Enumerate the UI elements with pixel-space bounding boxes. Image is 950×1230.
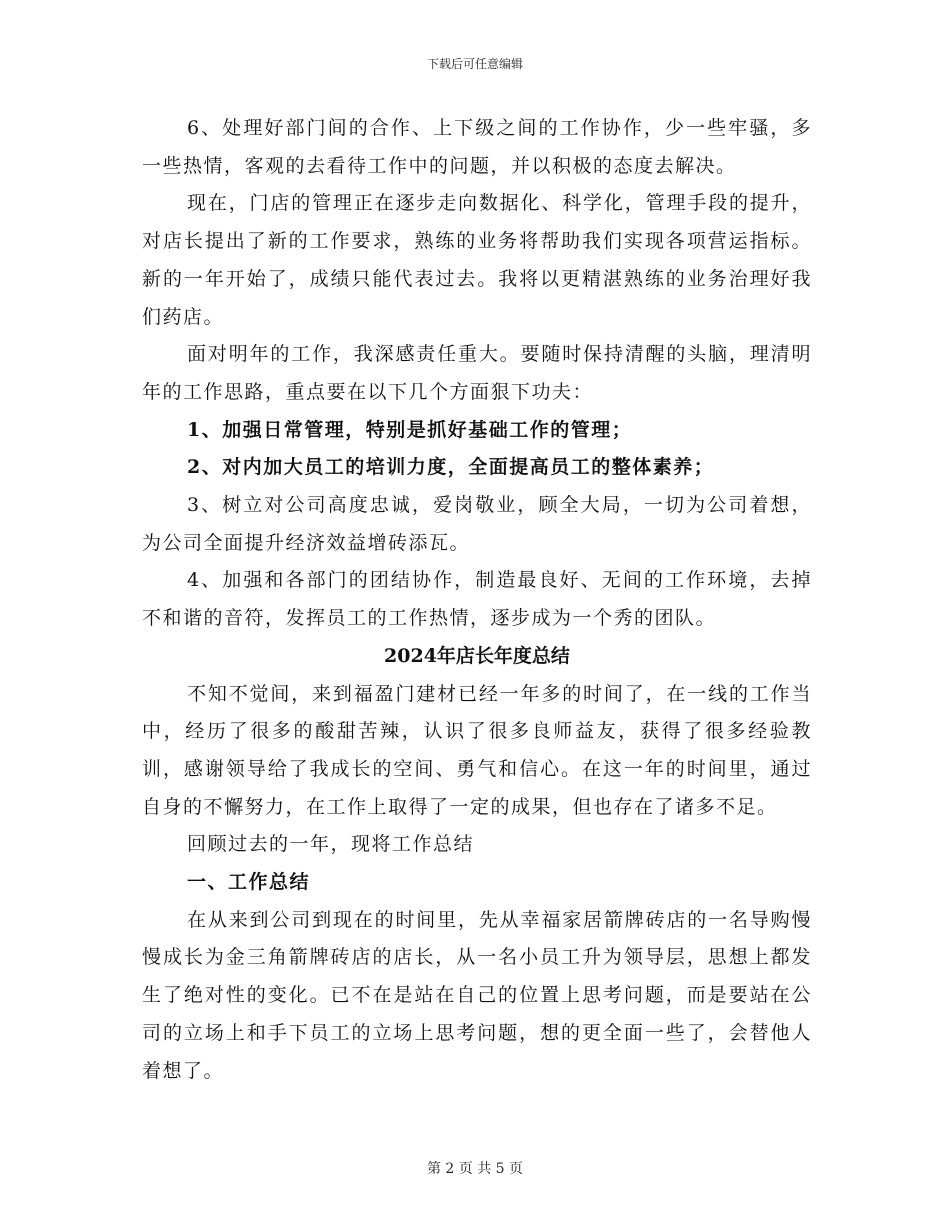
subheading-work-summary: 一、工作总结 xyxy=(187,871,311,894)
paragraph-management: 现在，门店的管理正在逐步走向数据化、科学化，管理手段的提升，对店长提出了新的工作要求，熟练的业务将帮助我们实现各项营运指标。新的一年开始了，成绩只能代表过去。我将以更精湛熟练的业务治理好我们药店。 xyxy=(142,192,812,328)
paragraph-review: 回顾过去的一年，现将工作总结 xyxy=(187,833,475,856)
paragraph-intro: 不知不觉间，来到福盈门建材已经一年多的时间了，在一线的工作当中，经历了很多的酸甜苦辣，认识了很多良师益友，获得了很多经验教训，感谢领导给了我成长的空间、勇气和信心。在这一年的时间里，通过自身的不懈努力，在工作上取得了一定的成果，但也存在了诸多不足。 xyxy=(142,682,812,818)
list-item-4: 4、加强和各部门的团结协作，制造最良好、无间的工作环境，去掉不和谐的音符，发挥员工的工作热情，逐步成为一个秀的团队。 xyxy=(142,569,812,630)
document-body xyxy=(142,110,812,1090)
paragraph-next-year: 面对明年的工作，我深感责任重大。要随时保持清醒的头脑，理清明年的工作思路，重点要在以下几个方面狠下功夫： xyxy=(142,343,812,403)
page-header: 下载后可任意编辑 xyxy=(426,57,523,71)
paragraph-item-6: 6、处理好部门间的合作、上下级之间的工作协作，少一些牢骚，多一些热情，客观的去看待工作中的问题，并以积极的态度去解决。 xyxy=(142,117,812,177)
list-item-1: 1、加强日常管理，特别是抓好基础工作的管理； xyxy=(187,418,633,441)
page-footer: 第 2 页 共 5 页 xyxy=(426,1161,524,1177)
paragraph-growth: 在从来到公司到现在的时间里，先从幸福家居箭牌砖店的一名导购慢慢成长为金三角箭牌砖店的店长，从一名小员工升为领导层，思想上都发生了绝对性的变化。已不在是站在自己的位置上思考问题，而是要站在公司的立场上和手下员工的立场上思考问题，想的更全面一些了，会替他人着想了。 xyxy=(142,908,812,1082)
list-item-3: 3、树立对公司高度忠诚，爱岗敬业，顾全大局，一切为公司着想，为公司全面提升经济效益增砖添瓦。 xyxy=(142,494,812,554)
list-item-2: 2、对内加大员工的培训力度，全面提高员工的整体素养； xyxy=(187,456,715,479)
section-title: 2024年店长年度总结 xyxy=(384,644,570,667)
